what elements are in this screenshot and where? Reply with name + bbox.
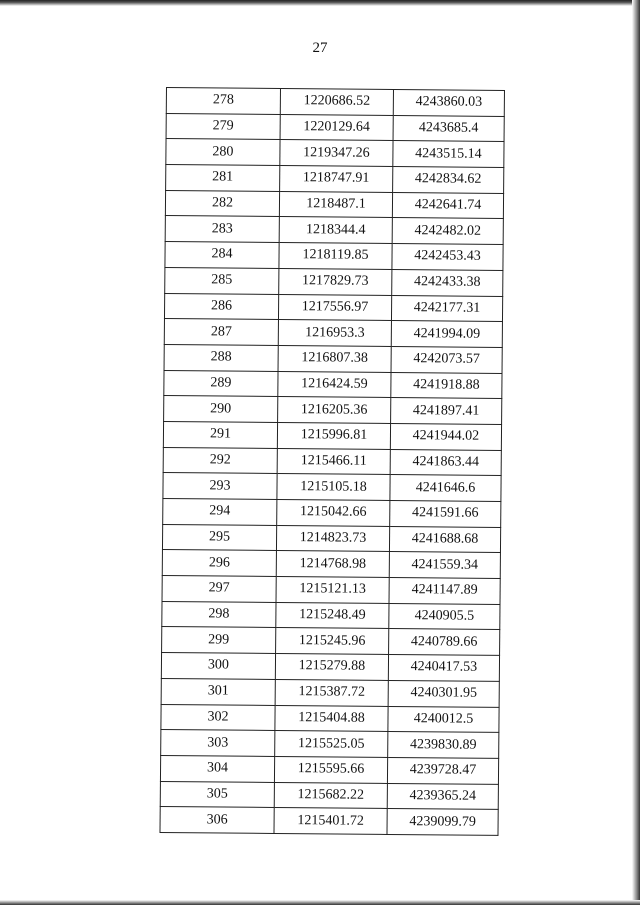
- point-number-cell: 305: [160, 781, 274, 808]
- point-number-cell: 282: [165, 190, 279, 217]
- table-row: [161, 653, 499, 682]
- table-row: [162, 627, 500, 656]
- point-number-cell: 283: [165, 216, 279, 243]
- point-number-cell: 286: [164, 293, 278, 320]
- point-number-cell: 306: [160, 807, 274, 834]
- y-coordinate-cell: 4240301.95: [388, 680, 499, 707]
- table-body: [160, 88, 504, 836]
- point-number-cell: 288: [164, 344, 278, 371]
- table-row: [161, 730, 499, 759]
- y-coordinate-cell: 4241147.89: [389, 578, 500, 605]
- point-number-cell: 298: [162, 601, 276, 628]
- x-coordinate-cell: 1217829.73: [279, 268, 392, 295]
- table-row: [164, 344, 502, 373]
- point-number-cell: 302: [161, 704, 275, 731]
- x-coordinate-cell: 1215105.18: [277, 474, 390, 501]
- y-coordinate-cell: 4241897.41: [391, 398, 502, 425]
- y-coordinate-cell: 4241918.88: [391, 372, 502, 399]
- scan-edge-top: [0, 0, 640, 6]
- point-number-cell: 279: [166, 113, 280, 140]
- x-coordinate-cell: 1216424.59: [278, 371, 391, 398]
- y-coordinate-cell: 4241994.09: [391, 321, 502, 348]
- x-coordinate-cell: 1216807.38: [278, 345, 391, 372]
- point-number-cell: 299: [162, 627, 276, 654]
- point-number-cell: 278: [166, 88, 280, 115]
- point-number-cell: 290: [164, 396, 278, 423]
- table-row: [160, 755, 498, 784]
- table-row: [161, 678, 499, 707]
- x-coordinate-cell: 1215682.22: [274, 782, 387, 809]
- point-number-cell: 295: [162, 524, 276, 551]
- point-number-cell: 297: [162, 576, 276, 603]
- point-number-cell: 281: [166, 165, 280, 192]
- x-coordinate-cell: 1215401.72: [274, 808, 387, 835]
- point-number-cell: 284: [165, 242, 279, 269]
- table-row: [165, 190, 503, 219]
- y-coordinate-cell: 4239830.89: [388, 732, 499, 759]
- y-coordinate-cell: 4240905.5: [389, 603, 500, 630]
- table-row: [160, 781, 498, 810]
- x-coordinate-cell: 1217556.97: [278, 294, 391, 321]
- x-coordinate-cell: 1215248.49: [276, 602, 389, 629]
- x-coordinate-cell: 1215595.66: [274, 756, 387, 783]
- x-coordinate-cell: 1215466.11: [277, 448, 390, 475]
- table-row: [164, 396, 502, 425]
- x-coordinate-cell: 1215042.66: [277, 499, 390, 526]
- table-row: [165, 216, 503, 245]
- x-coordinate-cell: 1216205.36: [278, 397, 391, 424]
- point-number-cell: 301: [161, 678, 275, 705]
- table-row: [162, 550, 500, 579]
- point-number-cell: 280: [166, 139, 280, 166]
- point-number-cell: 296: [162, 550, 276, 577]
- table-row: [163, 447, 501, 476]
- point-number-cell: 293: [163, 473, 277, 500]
- coordinate-table: [159, 87, 504, 836]
- x-coordinate-cell: 1218747.91: [280, 166, 393, 193]
- x-coordinate-cell: 1218344.4: [279, 217, 392, 244]
- table-row: [165, 242, 503, 271]
- y-coordinate-cell: 4240012.5: [388, 706, 499, 733]
- x-coordinate-cell: 1218119.85: [279, 243, 392, 270]
- y-coordinate-cell: 4243515.14: [393, 141, 504, 168]
- table-row: [164, 319, 502, 348]
- scan-edge-right: [632, 0, 640, 905]
- y-coordinate-cell: 4241863.44: [390, 449, 501, 476]
- x-coordinate-cell: 1215404.88: [275, 705, 388, 732]
- table-row: [164, 370, 502, 399]
- x-coordinate-cell: 1220686.52: [280, 88, 393, 115]
- y-coordinate-cell: 4242482.02: [392, 218, 503, 245]
- y-coordinate-cell: 4243860.03: [393, 89, 504, 116]
- x-coordinate-cell: 1218487.1: [279, 191, 392, 218]
- y-coordinate-cell: 4239365.24: [387, 783, 498, 810]
- y-coordinate-cell: 4242177.31: [391, 295, 502, 322]
- x-coordinate-cell: 1215525.05: [275, 731, 388, 758]
- point-number-cell: 304: [160, 755, 274, 782]
- table-row: [162, 576, 500, 605]
- x-coordinate-cell: 1219347.26: [280, 140, 393, 167]
- y-coordinate-cell: 4242834.62: [393, 167, 504, 194]
- x-coordinate-cell: 1216953.3: [278, 320, 391, 347]
- table-row: [160, 807, 498, 836]
- table-row: [166, 165, 504, 194]
- point-number-cell: 287: [164, 319, 278, 346]
- x-coordinate-cell: 1215121.13: [276, 577, 389, 604]
- point-number-cell: 291: [163, 421, 277, 448]
- y-coordinate-cell: 4241559.34: [389, 552, 500, 579]
- x-coordinate-cell: 1214768.98: [276, 551, 389, 578]
- table-row: [166, 88, 504, 117]
- table-row: [165, 267, 503, 296]
- point-number-cell: 303: [161, 730, 275, 757]
- point-number-cell: 294: [163, 498, 277, 525]
- table-row: [163, 473, 501, 502]
- point-number-cell: 289: [164, 370, 278, 397]
- table-row: [161, 704, 499, 733]
- y-coordinate-cell: 4242641.74: [392, 192, 503, 219]
- y-coordinate-cell: 4239099.79: [387, 809, 498, 836]
- y-coordinate-cell: 4241688.68: [389, 526, 500, 553]
- y-coordinate-cell: 4239728.47: [387, 757, 498, 784]
- table-row: [163, 421, 501, 450]
- table-row: [166, 113, 504, 142]
- table-row: [163, 498, 501, 527]
- point-number-cell: 292: [163, 447, 277, 474]
- x-coordinate-cell: 1214823.73: [276, 525, 389, 552]
- x-coordinate-cell: 1215387.72: [275, 679, 388, 706]
- y-coordinate-cell: 4242073.57: [391, 346, 502, 373]
- x-coordinate-cell: 1215279.88: [275, 654, 388, 681]
- x-coordinate-cell: 1215245.96: [276, 628, 389, 655]
- y-coordinate-cell: 4240789.66: [389, 629, 500, 656]
- y-coordinate-cell: 4241944.02: [390, 423, 501, 450]
- x-coordinate-cell: 1220129.64: [280, 114, 393, 141]
- table-row: [162, 524, 500, 553]
- y-coordinate-cell: 4241591.66: [390, 500, 501, 527]
- point-number-cell: 285: [165, 267, 279, 294]
- table-row: [164, 293, 502, 322]
- page-number: 27: [312, 40, 328, 56]
- scan-edge-bottom: [0, 900, 640, 905]
- y-coordinate-cell: 4242433.38: [392, 269, 503, 296]
- y-coordinate-cell: 4242453.43: [392, 244, 503, 271]
- x-coordinate-cell: 1215996.81: [277, 422, 390, 449]
- y-coordinate-cell: 4240417.53: [388, 655, 499, 682]
- table-row: [166, 139, 504, 168]
- y-coordinate-cell: 4243685.4: [393, 115, 504, 142]
- point-number-cell: 300: [161, 653, 275, 680]
- table-row: [162, 601, 500, 630]
- y-coordinate-cell: 4241646.6: [390, 475, 501, 502]
